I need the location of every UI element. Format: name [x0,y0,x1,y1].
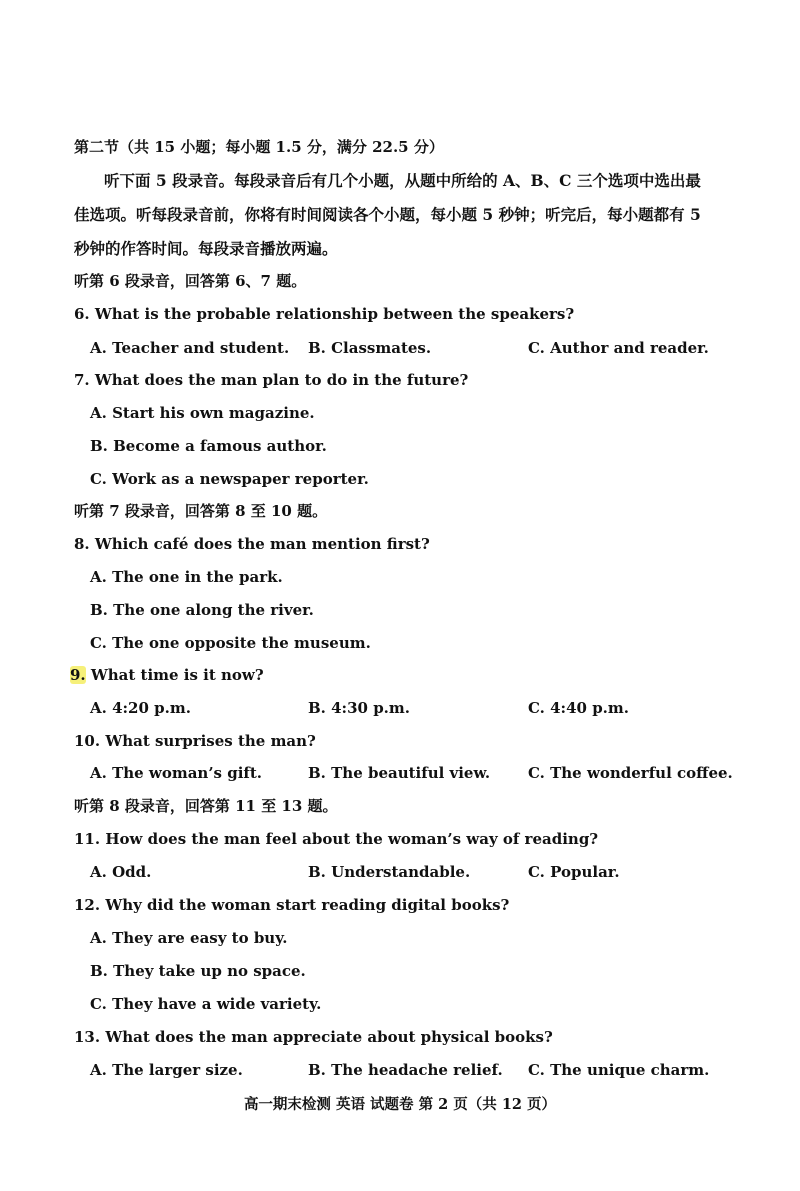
option-a: A. The one in the park. [90,568,283,586]
option-c: C. The one opposite the museum. [90,634,371,652]
highlighted-question-number: 9. [70,666,86,684]
question-text: Why did the woman start reading digital books? [105,896,510,914]
option-c: C. 4:40 p.m. [528,699,629,717]
question-10 [74,731,316,751]
group-header: 听第 7 段录音，回答第 8 至 10 题。 [74,502,328,520]
option-b: B. Understandable. [308,863,471,881]
option-c: C. The unique charm. [528,1061,710,1079]
option-b: B. They take up no space. [90,962,306,980]
option-a: A. Odd. [90,863,152,881]
option-b: B. 4:30 p.m. [308,699,410,717]
question-number: 6. [74,305,90,323]
question-text: What time is it now? [90,666,264,684]
option-b: B. Classmates. [308,339,432,357]
option-a: A. The woman’s gift. [90,764,263,782]
option-b: B. Become a famous author. [90,437,327,455]
option-a: A. 4:20 p.m. [90,699,191,717]
option-c: C. Author and reader. [528,339,709,357]
option-b: B. The one along the river. [90,601,314,619]
option-a: A. The larger size. [90,1061,243,1079]
question-8 [74,534,430,554]
question-9 [70,665,264,685]
question-text: What surprises the man? [105,732,316,750]
option-b: B. The headache relief. [308,1061,503,1079]
question-11 [74,829,598,849]
question-text: What does the man plan to do in the future? [94,371,469,389]
question-text: How does the man feel about the woman’s way of reading? [105,830,599,848]
question-number: 11. [74,830,101,848]
option-c: C. The wonderful coffee. [528,764,733,782]
option-a: A. Teacher and student. [90,339,290,357]
option-a: A. Start his own magazine. [90,404,315,422]
question-number: 8. [74,535,90,553]
question-12 [74,895,509,915]
group-header: 听第 8 段录音，回答第 11 至 13 题。 [74,797,338,815]
question-number: 7. [74,371,90,389]
page-footer: 高一期末检测 英语 试题卷 第 2 页（共 12 页） [243,1096,557,1113]
instruction-line-1: 听下面 5 段录音。每段录音后有几个小题，从题中所给的 A、B、C 三个选项中选出最 [104,171,701,190]
question-6 [74,304,574,324]
question-text: What is the probable relationship between the speakers? [94,305,575,323]
option-c: C. Popular. [528,863,620,881]
instruction-line-2: 佳选项。听每段录音前，你将有时间阅读各个小题，每小题 5 秒钟；听完后，每小题都有 5 [74,205,701,224]
question-number: 12. [74,896,101,914]
question-number: 13. [74,1028,101,1046]
section-title: 第二节（共 15 小题；每小题 1.5 分，满分 22.5 分） [74,138,444,156]
question-13 [74,1027,553,1047]
option-c: C. Work as a newspaper reporter. [90,470,369,488]
option-c: C. They have a wide variety. [90,995,322,1013]
option-a: A. They are easy to buy. [90,929,288,947]
question-text: What does the man appreciate about physical books? [105,1028,553,1046]
group-header: 听第 6 段录音，回答第 6、7 题。 [74,272,307,290]
question-text: Which café does the man mention first? [94,535,430,553]
instruction-line-3: 秒钟的作答时间。每段录音播放两遍。 [74,239,338,258]
question-7 [74,370,468,390]
option-b: B. The beautiful view. [308,764,491,782]
question-number: 10. [74,732,101,750]
